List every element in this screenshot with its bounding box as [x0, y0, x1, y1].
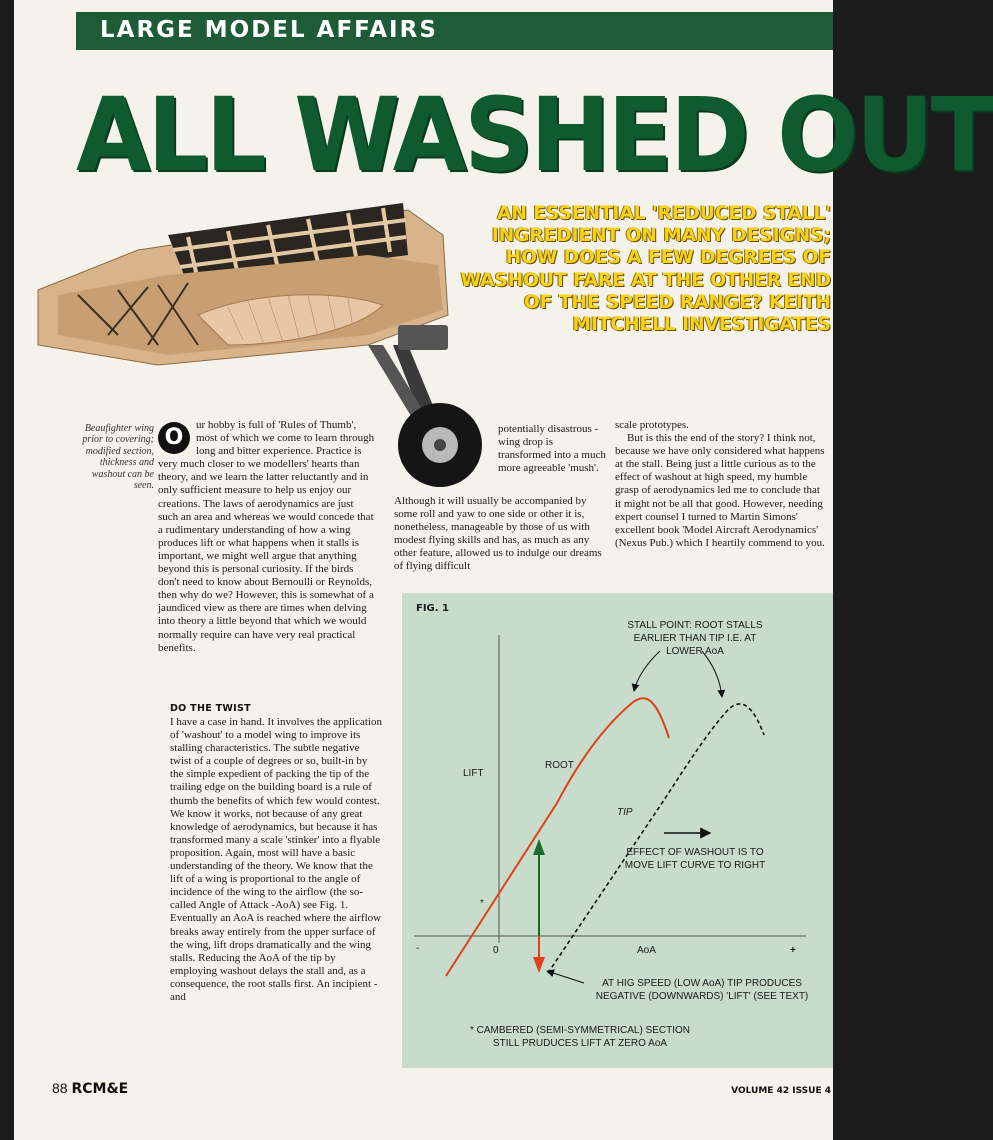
photo-caption: Beaufighter wing prior to covering; modified section, thickness and washout can be seen. [82, 423, 154, 492]
x-axis-label: AoA [637, 945, 656, 956]
article-column-1-continued [170, 716, 382, 1004]
magazine-name: RCM&E [71, 1081, 129, 1097]
x-axis-plus: + [790, 945, 796, 956]
page-folio [52, 1080, 128, 1097]
stall-pointer-tip [702, 651, 722, 697]
col3-paragraph-2: But is this the end of the story? I think not, because we have only considered what happens at the stall. Being just a little curious as to the effect of washout at high speed, my humble grasp of aerodynamics led me to conclude that it might not be all that good. However, needing expert counsel I turned to Martin Simons' excellent book 'Model Aircraft Aerodynamics' (Nexus Pub.) which I heartily commend to you. [615, 432, 825, 549]
figure-label: FIG. 1 [416, 603, 449, 614]
article-column-2-narrow [498, 423, 606, 475]
article-deck: AN ESSENTIAL 'REDUCED STALL' INGREDIENT ON MANY DESIGNS; HOW DOES A FEW DEGREES OF WASHOUT FARE AT THE OTHER END OF THE SPEED RANGE? KEITH MITCHELL INVESTIGATES [460, 203, 831, 336]
magazine-page [14, 0, 993, 1140]
page-number: 88 [52, 1080, 68, 1096]
star-marker: * [480, 898, 484, 909]
footnote-line-1: * CAMBERED (SEMI-SYMMETRICAL) SECTION [469, 1025, 691, 1036]
col3-paragraph-1: scale prototypes. [615, 419, 689, 431]
figure-1-panel [402, 593, 833, 1068]
tip-lift-curve [548, 704, 764, 973]
root-label: ROOT [545, 760, 574, 771]
tip-label: TIP [617, 807, 633, 818]
lift-curve-diagram [402, 593, 833, 1068]
volume-issue: VOLUME 42 ISSUE 4 [731, 1086, 831, 1096]
stall-note-line-3: LOWER AoA [666, 646, 724, 657]
root-lift-curve [446, 698, 669, 976]
drop-cap: O [158, 422, 190, 454]
article-column-2 [394, 495, 606, 574]
washout-note-line-1: EFFECT OF WASHOUT IS TO [626, 847, 764, 858]
y-axis-label: LIFT [463, 768, 484, 779]
col2-narrow-paragraph: potentially disastrous - wing drop is transformed into a much more agreeable 'mush'. [498, 423, 606, 475]
intro-paragraph: ur hobby is full of 'Rules of Thumb', most of which we come to learn through long and bitter experience. Practice is very much closer to we modellers' hearts than theory, and we learn the latter reluctantly and in only sufficient measure to help us enjoy our creations. The laws of aerodynamics are just such an area and whereas we would concede that a rudimentary understanding of how a wing produces lift or what happens when it stalls is important, we might well argue that anything beyond this is personal curiosity. If the birds don't need to know about Bernoulli or Reynolds, then why do we? However, this is somewhat of a jaundiced view as there are times when delving into theory a little beyond that which we would normally require can have very real practical benefits. [158, 419, 375, 654]
section-header: LARGE MODEL AFFAIRS [100, 17, 438, 43]
section-header-bar [76, 12, 833, 50]
high-speed-note-line-1: AT HIG SPEED (LOW AoA) TIP PRODUCES [602, 978, 802, 989]
section-subhead: DO THE TWIST [170, 703, 251, 714]
high-speed-pointer [547, 971, 584, 983]
article-column-3 [615, 419, 827, 550]
x-axis-zero: 0 [493, 945, 499, 956]
stall-note-line-1: STALL POINT: ROOT STALLS [627, 620, 763, 631]
high-speed-note-line-2: NEGATIVE (DOWNWARDS) 'LIFT' (SEE TEXT) [595, 991, 809, 1002]
stall-note-line-2: EARLIER THAN TIP I.E. AT [633, 633, 757, 644]
x-axis-minus: - [416, 943, 420, 954]
footnote-line-2: STILL PRUDUCES LIFT AT ZERO AoA [492, 1038, 668, 1049]
article-column-1 [158, 419, 376, 655]
article-title: ALL WASHED OUT [76, 75, 993, 195]
twist-paragraph: I have a case in hand. It involves the application of 'washout' to a model wing to improve its stalling characteristics. The subtle negative twist of a couple of degrees or so, built-in by the simple expedient of packing the tip of the trailing edge on the building board is a rule of thumb the benefits of which few would contest. We know it works, not because of any great knowledge of aerodynamics, but because it has transformed many a scale 'stinker' into a flyable proposition. Again, most will have a basic understanding of the theory. We know that the lift of a wing is proportional to the angle of incidence of the wing to the airflow (the so-called Angle of Attack -AoA) see Fig. 1. Eventually an AoA is reached where the airflow breaks away entirely from the upper surface of the wing, lift drops dramatically and the wing stalls. Reducing the AoA of the tip by employing washout delays the stall and, as a consequence, the root stalls first. An incipient - and [170, 716, 382, 1003]
stall-pointer-root [634, 651, 660, 691]
col2-paragraph: Although it will usually be accompanied by some roll and yaw to one side or other it is, nonetheless, manageable by those of us with modest flying skills and has, as much as any other feature, allowed us to indulge our dreams of flying difficult [394, 495, 602, 573]
washout-note-line-2: MOVE LIFT CURVE TO RIGHT [624, 860, 766, 871]
